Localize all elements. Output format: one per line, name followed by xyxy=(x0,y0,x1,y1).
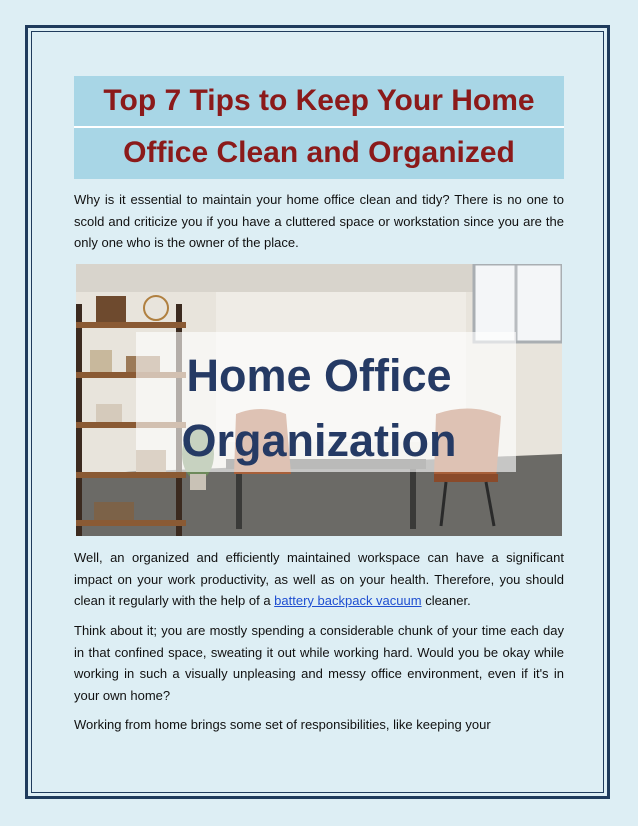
paragraph-2-tail: cleaner. xyxy=(421,593,471,608)
paragraph-4: Working from home brings some set of responsibilities, like keeping your xyxy=(74,717,491,732)
paragraph-2-text: Well, an organized and efficiently maintained workspace can have a significant impact on your work productivity, as well as on your health. Therefore, you should clean it regularly with the help of a xyxy=(74,550,564,608)
title-banner xyxy=(74,76,564,179)
paragraph-3: Think about it; you are mostly spending a considerable chunk of your time each day in that confined space, sweating it out while working hard. Would you be okay while working in such a visually unpleasing and messy office environment, even if it's in your own home? xyxy=(74,623,564,703)
image-caption-line-1: Home Office xyxy=(186,350,452,401)
title-line-2: Office Clean and Organized xyxy=(123,136,515,169)
image-caption-line-2: Organization xyxy=(181,415,457,466)
title-line-1: Top 7 Tips to Keep Your Home xyxy=(103,84,535,117)
intro-paragraph: Why is it essential to maintain your home office clean and tidy? There is no one to scold and criticize you if you have a cluttered space or workstation since you are the only one who is the owner of the place. xyxy=(74,192,564,250)
home-office-image xyxy=(76,264,562,536)
paragraph-2 xyxy=(74,547,564,612)
battery-backpack-vacuum-link[interactable]: battery backpack vacuum xyxy=(274,593,422,608)
